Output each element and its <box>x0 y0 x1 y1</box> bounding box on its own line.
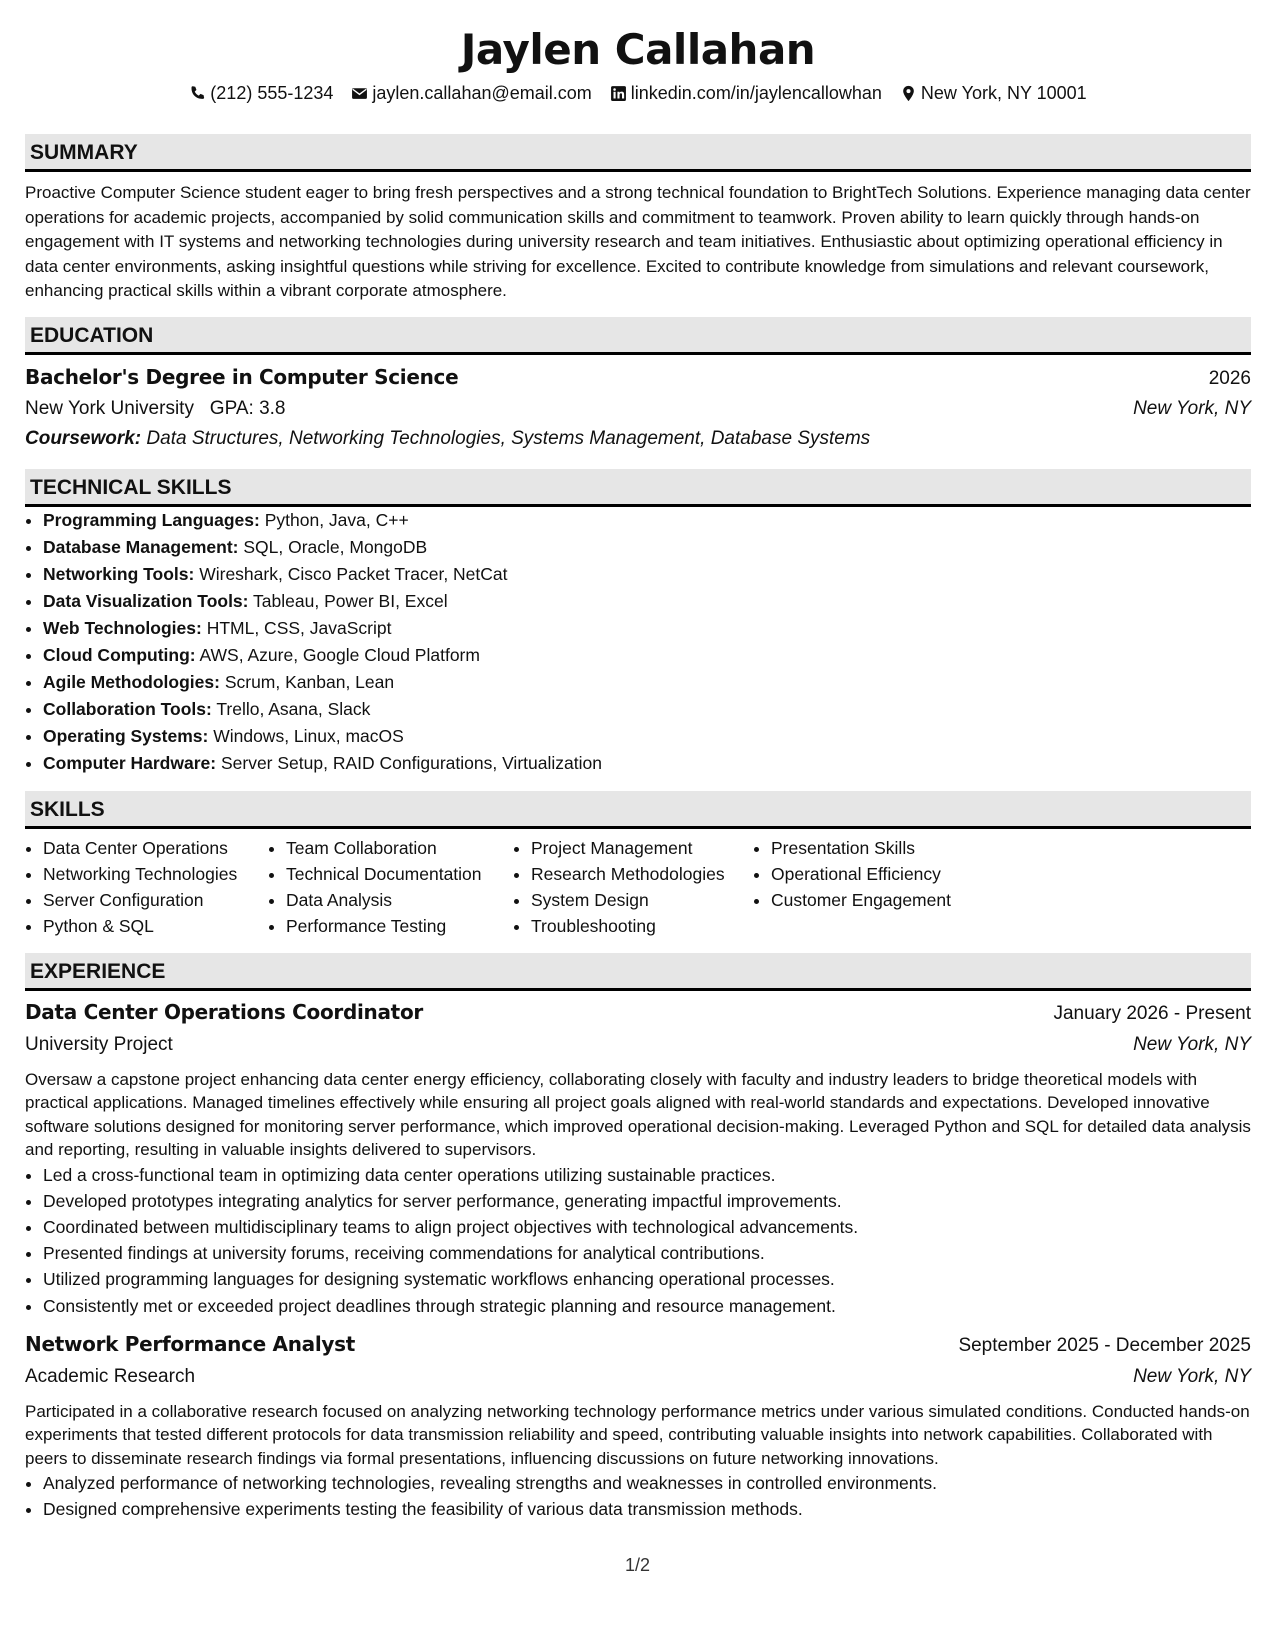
list-item: • Server Configuration <box>43 887 268 913</box>
contact-phone <box>189 80 333 106</box>
school-line <box>25 394 285 424</box>
list-item: • Troubleshooting <box>531 913 753 939</box>
list-item: • Coordinated between multidisciplinary teams to align project objectives with technological advancements. <box>43 1214 1251 1240</box>
list-item <box>43 615 1251 642</box>
skill-category: Computer Hardware: <box>43 752 217 773</box>
resume-page <box>25 0 1251 1523</box>
list-item <box>43 561 1251 588</box>
gpa: GPA: 3.8 <box>209 397 286 419</box>
skills-grid <box>25 835 1251 939</box>
job-description: Oversaw a capstone project enhancing data center energy efficiency, collaborating closely with faculty and industry leaders to bridge theoretical models with practical applications. Managed timelines effectively while ensuring all project goals aligned with real-world standards and expectations. Developed innovative software solutions designed for monitoring server performance, which improved operational decision-making. Leveraged Python and SQL for detailed data analysis and reporting, resulting in valuable insights delivered to supervisors. <box>25 1069 1251 1159</box>
contact-location <box>900 80 1087 106</box>
list-item: • Utilized programming languages for designing systematic workflows enhancing operational processes. <box>43 1266 1251 1292</box>
list-item <box>43 723 1251 750</box>
candidate-name: Jaylen Callahan <box>460 25 816 74</box>
email-link[interactable]: jaylen.callahan@email.com <box>372 83 592 103</box>
graduation-year: 2026 <box>1208 367 1251 389</box>
education-row-1 <box>25 362 1251 394</box>
skill-category: Agile Methodologies: <box>43 671 220 692</box>
skill-values: Server Setup, RAID Configurations, Virtualization <box>220 752 602 773</box>
job-location: New York, NY <box>1133 1365 1251 1387</box>
skill-values: Windows, Linux, macOS <box>213 725 404 746</box>
coursework-line <box>25 424 1251 454</box>
skill-values: Wireshark, Cisco Packet Tracer, NetCat <box>199 563 508 584</box>
job-description: Participated in a collaborative research focused on analyzing networking technology performance metrics under various simulated conditions. Conducted hands-on experiments that tested different protocols for data transmission reliability and speed, contributing valuable insights into network capabilities. Collaborated with peers to disseminate research findings via formal presentations, influencing discussions on future networking innovations. <box>25 1401 1250 1468</box>
list-item: • Analyzed performance of networking technologies, revealing strengths and weaknesses in controlled environments. <box>43 1470 1251 1496</box>
linkedin-icon <box>610 85 627 102</box>
technical-skills-heading: TECHNICAL SKILLS <box>25 469 1251 507</box>
skills-column <box>25 835 268 939</box>
list-item: • Operational Efficiency <box>771 861 1001 887</box>
contact-bar <box>25 80 1251 106</box>
list-item <box>43 534 1251 561</box>
job-location: New York, NY <box>1133 1033 1251 1055</box>
list-item <box>43 507 1251 534</box>
list-item: • Presentation Skills <box>771 835 1001 861</box>
list-item: • Data Center Operations <box>43 835 268 861</box>
contact-linkedin[interactable] <box>610 80 882 106</box>
list-item: • Networking Technologies <box>43 861 268 887</box>
list-item <box>43 642 1251 669</box>
skill-values: Scrum, Kanban, Lean <box>224 671 395 692</box>
map-marker-icon <box>900 85 917 102</box>
job-row-1 <box>25 1329 1251 1361</box>
skill-category: Programming Languages: <box>43 509 260 530</box>
list-item: • Data Analysis <box>286 887 513 913</box>
list-item: • Developed prototypes integrating analytics for server performance, generating impactful improvements. <box>43 1188 1251 1214</box>
job-bullets <box>25 1470 1251 1522</box>
list-item: • Led a cross-functional team in optimizing data center operations utilizing sustainable practices. <box>43 1162 1251 1188</box>
list-item: • Presented findings at university forums, receiving commendations for analytical contributions. <box>43 1240 1251 1266</box>
job-bullets <box>25 1162 1251 1319</box>
coursework-list: Data Structures, Networking Technologies, Systems Management, Database Systems <box>146 427 871 449</box>
skill-values: Python, Java, C++ <box>264 509 409 530</box>
skill-values: HTML, CSS, JavaScript <box>206 617 392 638</box>
list-item: • Research Methodologies <box>531 861 753 887</box>
skill-category: Web Technologies: <box>43 617 202 638</box>
skill-category: Networking Tools: <box>43 563 195 584</box>
job-org: Academic Research <box>25 1365 196 1387</box>
skill-values: Trello, Asana, Slack <box>216 698 371 719</box>
degree-title: Bachelor's Degree in Computer Science <box>25 364 459 389</box>
job-title: Data Center Operations Coordinator <box>25 999 423 1024</box>
school-name: New York University <box>25 397 194 419</box>
skill-values: AWS, Azure, Google Cloud Platform <box>199 644 480 665</box>
school-location: New York, NY <box>1133 397 1251 419</box>
skill-category: Database Management: <box>43 536 239 557</box>
job-org: University Project <box>25 1033 173 1055</box>
skill-category: Operating Systems: <box>43 725 209 746</box>
job-row-2 <box>25 1029 1251 1060</box>
job-row-1 <box>25 997 1251 1029</box>
skill-category: Data Visualization Tools: <box>43 590 249 611</box>
education-row-2 <box>25 394 1251 424</box>
summary-heading: SUMMARY <box>25 134 1251 172</box>
job-row-2 <box>25 1361 1251 1392</box>
technical-skills-list <box>25 507 1251 777</box>
list-item: • Team Collaboration <box>286 835 513 861</box>
experience-entry <box>25 1329 1251 1523</box>
contact-email[interactable] <box>351 80 591 106</box>
education-entry <box>25 362 1251 454</box>
job-title: Network Performance Analyst <box>25 1331 356 1356</box>
list-item <box>43 588 1251 615</box>
skills-column <box>268 835 513 939</box>
list-item: • Technical Documentation <box>286 861 513 887</box>
list-item: • Project Management <box>531 835 753 861</box>
location-text: New York, NY 10001 <box>920 83 1087 103</box>
list-item <box>43 669 1251 696</box>
skill-values: Tableau, Power BI, Excel <box>253 590 448 611</box>
list-item: • Consistently met or exceeded project deadlines through strategic planning and resource management. <box>43 1293 1251 1319</box>
envelope-icon <box>351 85 368 102</box>
summary-paragraph: Proactive Computer Science student eager to bring fresh perspectives and a strong technical foundation to BrightTech Solutions. Experience managing data center operations for academic projects, accompanied by solid communication skills and commitment to teamwork. Proven ability to learn quickly through hands-on engagement with IT systems and networking technologies during university research and team initiatives. Enthusiastic about optimizing operational efficiency in data center environments, asking insightful questions while striving for excellence. Excited to contribute knowledge from simulations and relevant coursework, enhancing practical skills within a vibrant corporate atmosphere. <box>25 183 1251 300</box>
phone-text: (212) 555-1234 <box>210 83 334 103</box>
skill-category: Cloud Computing: <box>43 644 196 665</box>
skill-values: SQL, Oracle, MongoDB <box>243 536 428 557</box>
coursework-label: Coursework: <box>25 427 142 449</box>
list-item <box>43 696 1251 723</box>
list-item: • Designed comprehensive experiments testing the feasibility of various data transmission methods. <box>43 1496 1251 1522</box>
phone-icon <box>189 85 206 102</box>
skill-category: Collaboration Tools: <box>43 698 212 719</box>
list-item: • Python & SQL <box>43 913 268 939</box>
skills-heading: SKILLS <box>25 791 1251 829</box>
list-item <box>43 750 1251 777</box>
skills-column <box>753 835 1001 939</box>
list-item: • System Design <box>531 887 753 913</box>
education-heading: EDUCATION <box>25 317 1251 355</box>
job-dates: January 2026 - Present <box>1053 1002 1251 1024</box>
skills-column <box>513 835 753 939</box>
linkedin-link[interactable]: linkedin.com/in/jaylencallowhan <box>630 83 882 103</box>
list-item: • Performance Testing <box>286 913 513 939</box>
job-dates: September 2025 - December 2025 <box>958 1334 1251 1356</box>
experience-entry <box>25 997 1251 1319</box>
experience-heading: EXPERIENCE <box>25 953 1251 991</box>
page-number: 1/2 <box>624 1555 651 1575</box>
list-item: • Customer Engagement <box>771 887 1001 913</box>
